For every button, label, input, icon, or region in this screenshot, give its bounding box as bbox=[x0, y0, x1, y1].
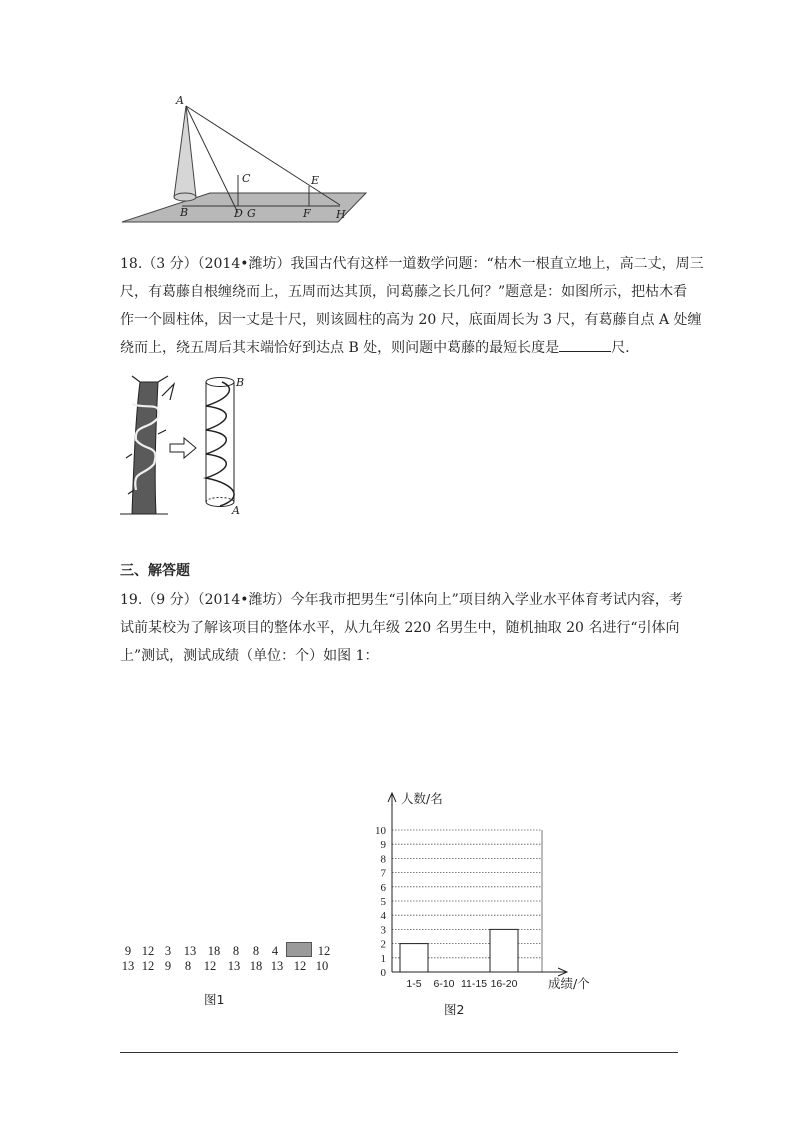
data-row-1 bbox=[118, 942, 334, 959]
y-tick-label: 6 bbox=[380, 881, 386, 894]
y-tick-label: 9 bbox=[380, 839, 386, 852]
y-tick-label: 10 bbox=[375, 825, 386, 837]
geometry-figure bbox=[110, 88, 380, 228]
data-cell: 12 bbox=[141, 959, 155, 973]
x-tick-label: 11-15 bbox=[460, 978, 488, 990]
data-cell: 12 bbox=[293, 959, 307, 973]
y-tick-label: 2 bbox=[380, 938, 386, 951]
figure-1-caption: 图1 bbox=[204, 992, 225, 1007]
data-cell: 12 bbox=[203, 959, 217, 973]
question-19 bbox=[120, 586, 683, 670]
x-tick-label: 6-10 bbox=[433, 978, 455, 990]
data-cell: 13 bbox=[270, 959, 284, 973]
answer-blank bbox=[559, 335, 611, 352]
q18-line-2: 尺，有葛藤自根缠绕而上，五周而达其顶，问葛藤之长几何？”题意是：如图所示，把枯木看 bbox=[120, 284, 688, 300]
x-axis-label: 成绩/个 bbox=[548, 976, 590, 991]
y-tick-label: 3 bbox=[380, 924, 386, 937]
hidden-value-box bbox=[286, 942, 312, 957]
figure-1-data bbox=[118, 942, 334, 976]
q18-line-3: 作一个圆柱体，因一丈是十尺，则该圆柱的高为 20 尺，底面周长为 3 尺，有葛藤自点 A 处缠 bbox=[120, 312, 702, 328]
section-title: 三、解答题 bbox=[120, 563, 190, 579]
bottom-rule bbox=[120, 1052, 678, 1053]
data-cell: 8 bbox=[184, 959, 192, 973]
q19-line-3: 上”测试，测试成绩（单位：个）如图 1： bbox=[120, 648, 379, 664]
q19-line-1: 19.（9 分）（2014•潍坊）今年我市把男生“引体向上”项目纳入学业水平体育考试内容，考 bbox=[120, 592, 683, 608]
data-cell: 13 bbox=[227, 959, 241, 973]
data-cell: 13 bbox=[121, 959, 135, 973]
label-F: F bbox=[303, 207, 311, 220]
figure-2-caption: 图2 bbox=[444, 1002, 465, 1017]
bar bbox=[490, 929, 518, 972]
label-H: H bbox=[336, 208, 346, 221]
data-cell: 18 bbox=[207, 944, 221, 958]
y-tick-label: 1 bbox=[380, 952, 386, 965]
data-cell: 9 bbox=[164, 959, 172, 973]
q18-line-4-unit: 尺. bbox=[611, 340, 630, 356]
question-18 bbox=[120, 250, 704, 362]
data-cell: 4 bbox=[271, 944, 279, 958]
y-tick-label: 4 bbox=[380, 910, 386, 923]
tree-cylinder-figure bbox=[118, 374, 258, 520]
data-cell: 9 bbox=[124, 944, 132, 958]
q18-line-4 bbox=[120, 334, 680, 362]
label-D: D bbox=[234, 207, 243, 220]
label-A: A bbox=[176, 94, 184, 107]
figure-2-chart bbox=[360, 786, 610, 996]
label-B: B bbox=[180, 206, 189, 219]
label-A-bottom: A bbox=[232, 504, 240, 517]
data-cell: 8 bbox=[252, 944, 260, 958]
y-tick-label: 5 bbox=[380, 896, 386, 908]
label-G: G bbox=[247, 207, 256, 220]
label-E: E bbox=[311, 174, 320, 187]
bar bbox=[400, 944, 428, 972]
q18-line-1: 18.（3 分）（2014•潍坊）我国古代有这样一道数学问题：“枯木一根直立地上，高二丈，周三 bbox=[120, 256, 704, 272]
data-cell: 3 bbox=[164, 944, 172, 958]
data-cell: 13 bbox=[183, 944, 197, 958]
q19-line-2: 试前某校为了解该项目的整体水平，从九年级 220 名男生中，随机抽取 20 名进行“引体向 bbox=[120, 620, 680, 636]
label-C: C bbox=[242, 172, 251, 185]
q18-line-4-text: 绕而上，绕五周后其末端恰好到达点 B 处，则问题中葛藤的最短长度是 bbox=[120, 340, 560, 356]
y-axis-label: 人数/名 bbox=[401, 791, 443, 806]
label-B-top: B bbox=[236, 376, 245, 389]
y-tick-label: 8 bbox=[380, 853, 386, 866]
data-cell: 10 bbox=[315, 959, 329, 973]
data-cell: 12 bbox=[317, 944, 331, 958]
y-tick-label: 7 bbox=[380, 867, 386, 880]
data-cell: 12 bbox=[141, 944, 155, 958]
data-cell: 18 bbox=[249, 959, 263, 973]
data-row-2 bbox=[118, 959, 334, 976]
data-cell: 8 bbox=[232, 944, 240, 958]
y-tick-label: 0 bbox=[380, 967, 386, 979]
x-tick-label: 1-5 bbox=[406, 978, 422, 990]
x-tick-label: 16-20 bbox=[490, 978, 518, 990]
